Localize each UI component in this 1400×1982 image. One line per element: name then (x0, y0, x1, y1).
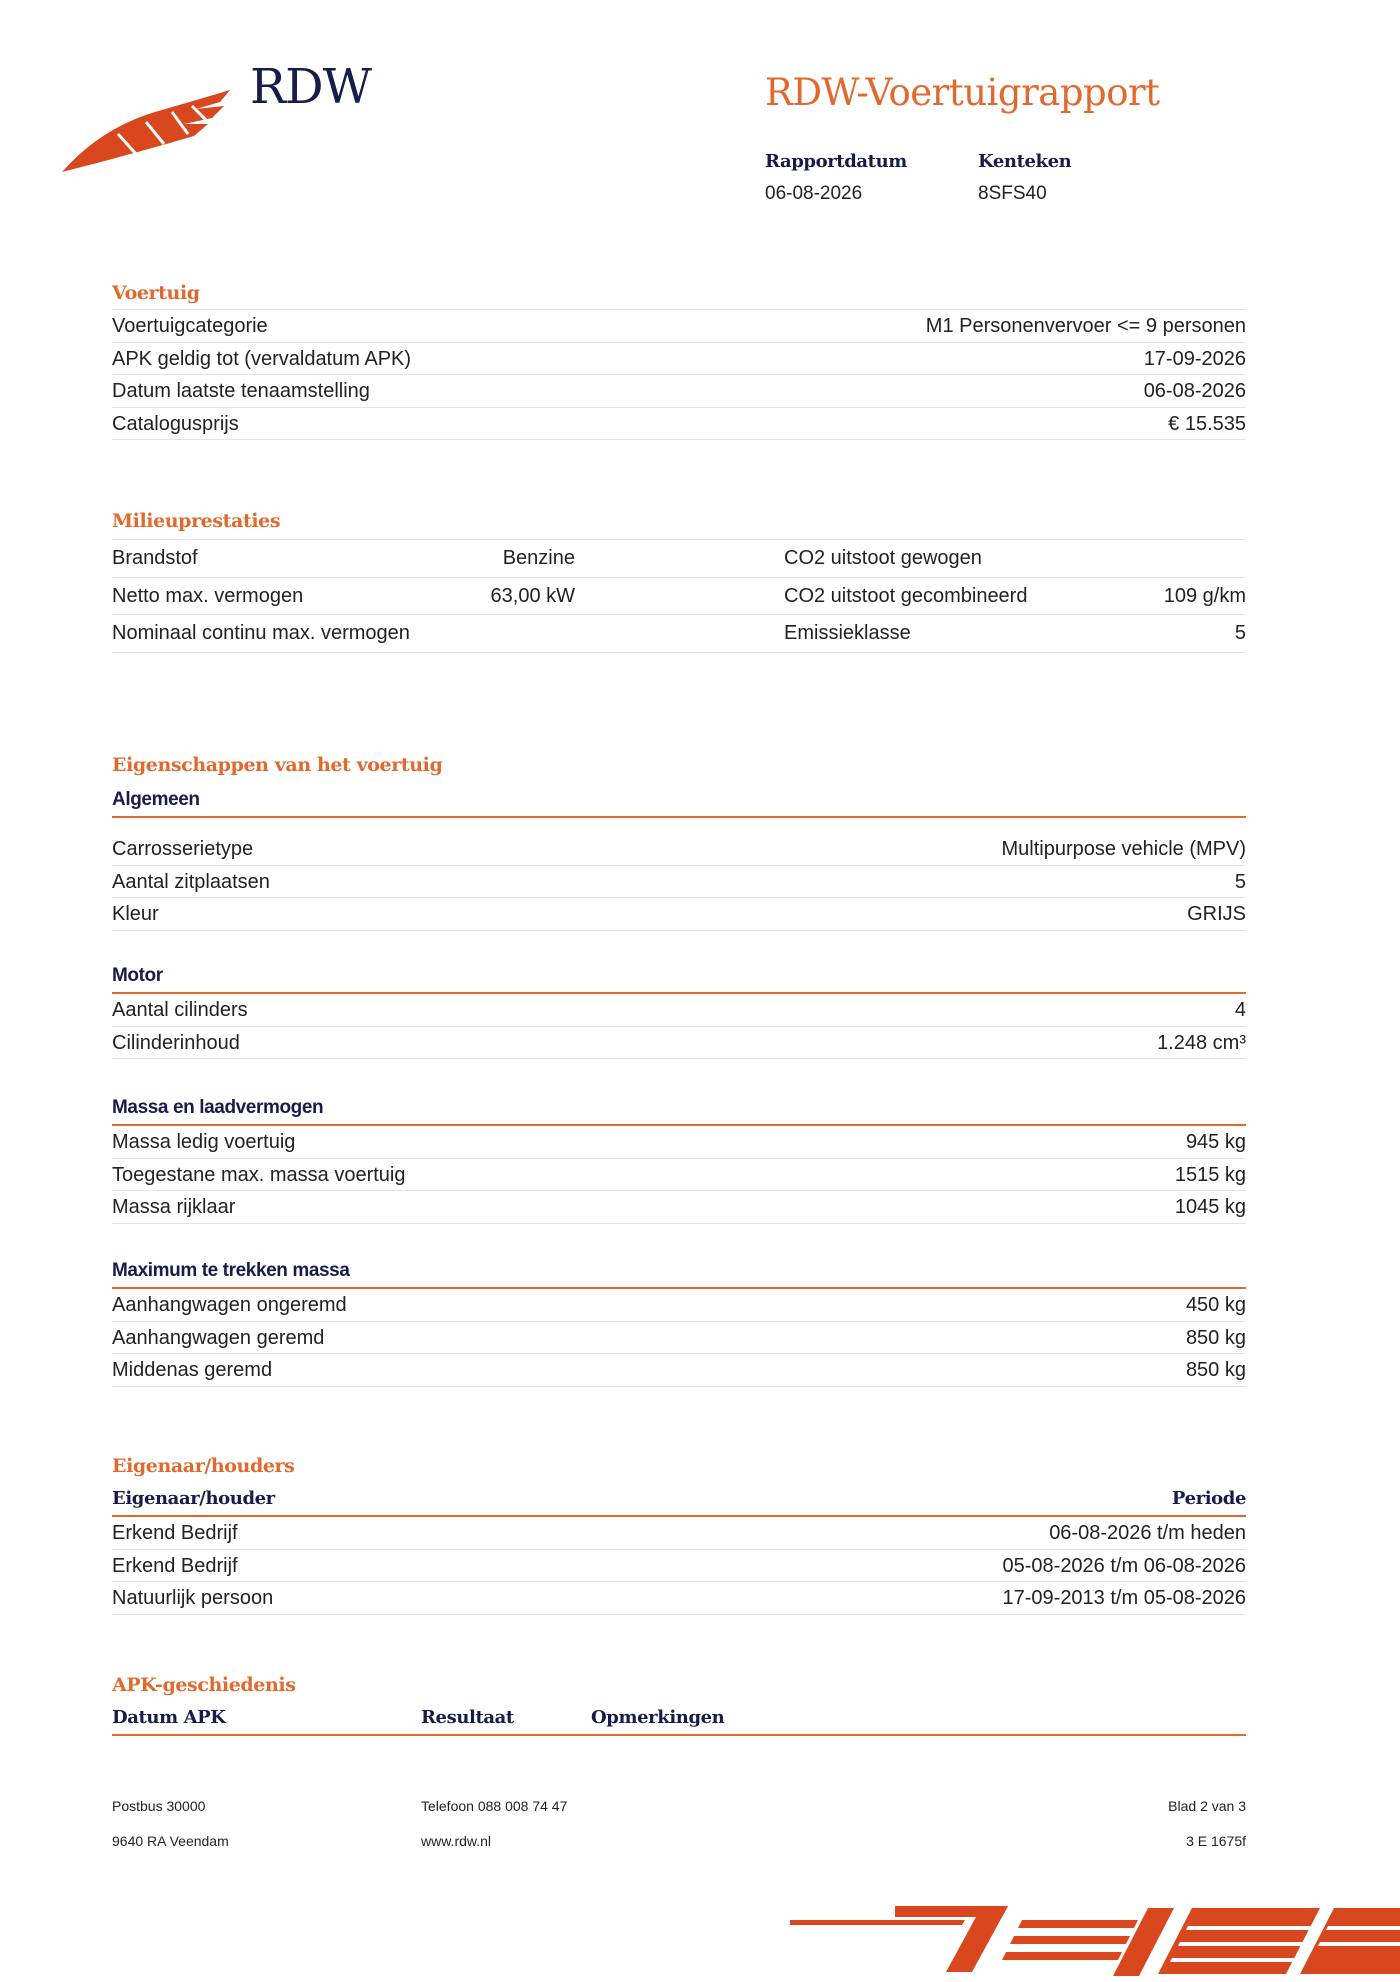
stripe-decoration (790, 1898, 1400, 1982)
table-row (112, 898, 1246, 931)
section-title-vehicle: Voertuig (112, 282, 200, 304)
row-label: Aantal zitplaatsen (112, 870, 270, 893)
table-row (112, 1027, 1246, 1060)
table-row (112, 408, 1246, 441)
table-row (112, 833, 1246, 866)
report-title: RDW-Voertuigrapport (765, 71, 1160, 114)
owners-table-header (112, 1483, 1246, 1517)
row-label: Emissieklasse (784, 622, 911, 644)
table-row (112, 310, 1246, 343)
table-row (112, 1322, 1246, 1355)
table-row (112, 866, 1246, 899)
row-value: 5 (1234, 622, 1246, 644)
footer-address-line2: 9640 RA Veendam (112, 1833, 229, 1849)
section-title-owners: Eigenaar/houders (112, 1455, 295, 1477)
section-title-apk-history: APK-geschiedenis (112, 1674, 296, 1696)
table-row (112, 1126, 1246, 1159)
period-cell: 17-09-2013 t/m 05-08-2026 (1002, 1587, 1246, 1609)
apk-table-header (112, 1702, 1246, 1736)
footer-page-number: Blad 2 van 3 (1168, 1798, 1246, 1814)
row-label: Brandstof (112, 547, 198, 569)
group-title-engine: Motor (112, 960, 1246, 994)
table-row (112, 343, 1246, 376)
column-header-result: Resultaat (421, 1707, 514, 1728)
row-value: 17-09-2026 (1143, 347, 1246, 370)
row-value: € 15.535 (1168, 412, 1246, 435)
row-label: Aantal cilinders (112, 999, 248, 1021)
group-title-general: Algemeen (112, 784, 1246, 818)
column-header-date: Datum APK (112, 1707, 226, 1728)
row-value: 450 kg (1185, 1294, 1246, 1316)
table-row (112, 1582, 1246, 1615)
row-label: CO2 uitstoot gecombineerd (784, 584, 1028, 607)
table-row (112, 375, 1246, 408)
table-row (112, 1354, 1246, 1387)
section-title-environment: Milieuprestaties (112, 510, 281, 532)
report-date-value: 06-08-2026 (765, 183, 863, 204)
row-label: Middenas geremd (112, 1359, 273, 1381)
group-title-mass: Massa en laadvermogen (112, 1092, 1246, 1126)
row-label: Kleur (112, 903, 159, 925)
group-title-towing: Maximum te trekken massa (112, 1255, 1246, 1289)
footer-website: www.rdw.nl (421, 1833, 492, 1849)
footer-address-line1: Postbus 30000 (112, 1798, 206, 1814)
row-value: 850 kg (1185, 1359, 1246, 1381)
row-value: 945 kg (1185, 1131, 1246, 1153)
row-value: Benzine (502, 547, 575, 569)
engine-table (112, 994, 1246, 1059)
column-header-owner: Eigenaar/houder (112, 1488, 275, 1509)
row-label: APK geldig tot (vervaldatum APK) (112, 347, 412, 370)
period-cell: 05-08-2026 t/m 06-08-2026 (1002, 1554, 1246, 1577)
column-header-remarks: Opmerkingen (591, 1707, 725, 1728)
table-row (112, 540, 1246, 578)
row-value: 109 g/km (1163, 584, 1246, 607)
row-label: Netto max. vermogen (112, 584, 304, 607)
towing-table (112, 1289, 1246, 1387)
mass-table (112, 1126, 1246, 1224)
report-date-label: Rapportdatum (765, 151, 907, 172)
rdw-logo (60, 84, 232, 176)
table-row (112, 994, 1246, 1027)
table-row (112, 1517, 1246, 1550)
row-value: Multipurpose vehicle (MPV) (1001, 838, 1246, 860)
logo-text: RDW (250, 59, 371, 115)
owner-cell: Natuurlijk persoon (112, 1587, 274, 1609)
owners-table (112, 1517, 1246, 1615)
footer-phone: Telefoon 088 008 74 47 (421, 1798, 568, 1814)
rdw-stripe-decoration-icon (790, 1898, 1400, 1982)
row-label: Massa rijklaar (112, 1196, 236, 1218)
table-row (112, 1550, 1246, 1583)
section-title-properties: Eigenschappen van het voertuig (112, 754, 443, 776)
table-row (112, 615, 1246, 653)
table-row (112, 1159, 1246, 1192)
general-table (112, 833, 1246, 931)
row-label: Voertuigcategorie (112, 315, 268, 337)
row-label: Nominaal continu max. vermogen (112, 622, 410, 644)
footer-document-code: 3 E 1675f (1186, 1833, 1246, 1849)
row-label: Aanhangwagen geremd (112, 1326, 325, 1349)
row-value: 1045 kg (1174, 1196, 1246, 1218)
row-label: Carrosserietype (112, 838, 254, 860)
row-value: 06-08-2026 (1143, 380, 1246, 402)
row-label: Massa ledig voertuig (112, 1131, 296, 1153)
row-value: 850 kg (1185, 1326, 1246, 1349)
rdw-feather-logo-icon (60, 84, 232, 176)
environment-table (112, 539, 1246, 653)
row-value: M1 Personenvervoer <= 9 personen (925, 315, 1246, 337)
period-cell: 06-08-2026 t/m heden (1049, 1522, 1246, 1544)
vehicle-table (112, 309, 1246, 440)
table-row (112, 1289, 1246, 1322)
table-row (112, 1191, 1246, 1224)
row-label: Aanhangwagen ongeremd (112, 1294, 347, 1316)
row-value: 1.248 cm³ (1157, 1031, 1246, 1054)
row-label: CO2 uitstoot gewogen (784, 547, 982, 569)
column-header-period: Periode (1171, 1488, 1246, 1509)
row-label: Catalogusprijs (112, 412, 239, 435)
row-value: 4 (1234, 999, 1246, 1021)
table-row (112, 578, 1246, 616)
row-label: Datum laatste tenaamstelling (112, 380, 370, 402)
owner-cell: Erkend Bedrijf (112, 1522, 238, 1544)
row-label: Toegestane max. massa voertuig (112, 1163, 406, 1186)
row-value: 5 (1234, 870, 1246, 893)
row-value: 1515 kg (1174, 1163, 1246, 1186)
row-value: 63,00 kW (490, 584, 575, 607)
row-value: GRIJS (1187, 903, 1246, 925)
plate-label: Kenteken (978, 151, 1072, 172)
owner-cell: Erkend Bedrijf (112, 1554, 238, 1577)
plate-value: 8SFS40 (978, 183, 1047, 204)
row-label: Cilinderinhoud (112, 1031, 240, 1054)
